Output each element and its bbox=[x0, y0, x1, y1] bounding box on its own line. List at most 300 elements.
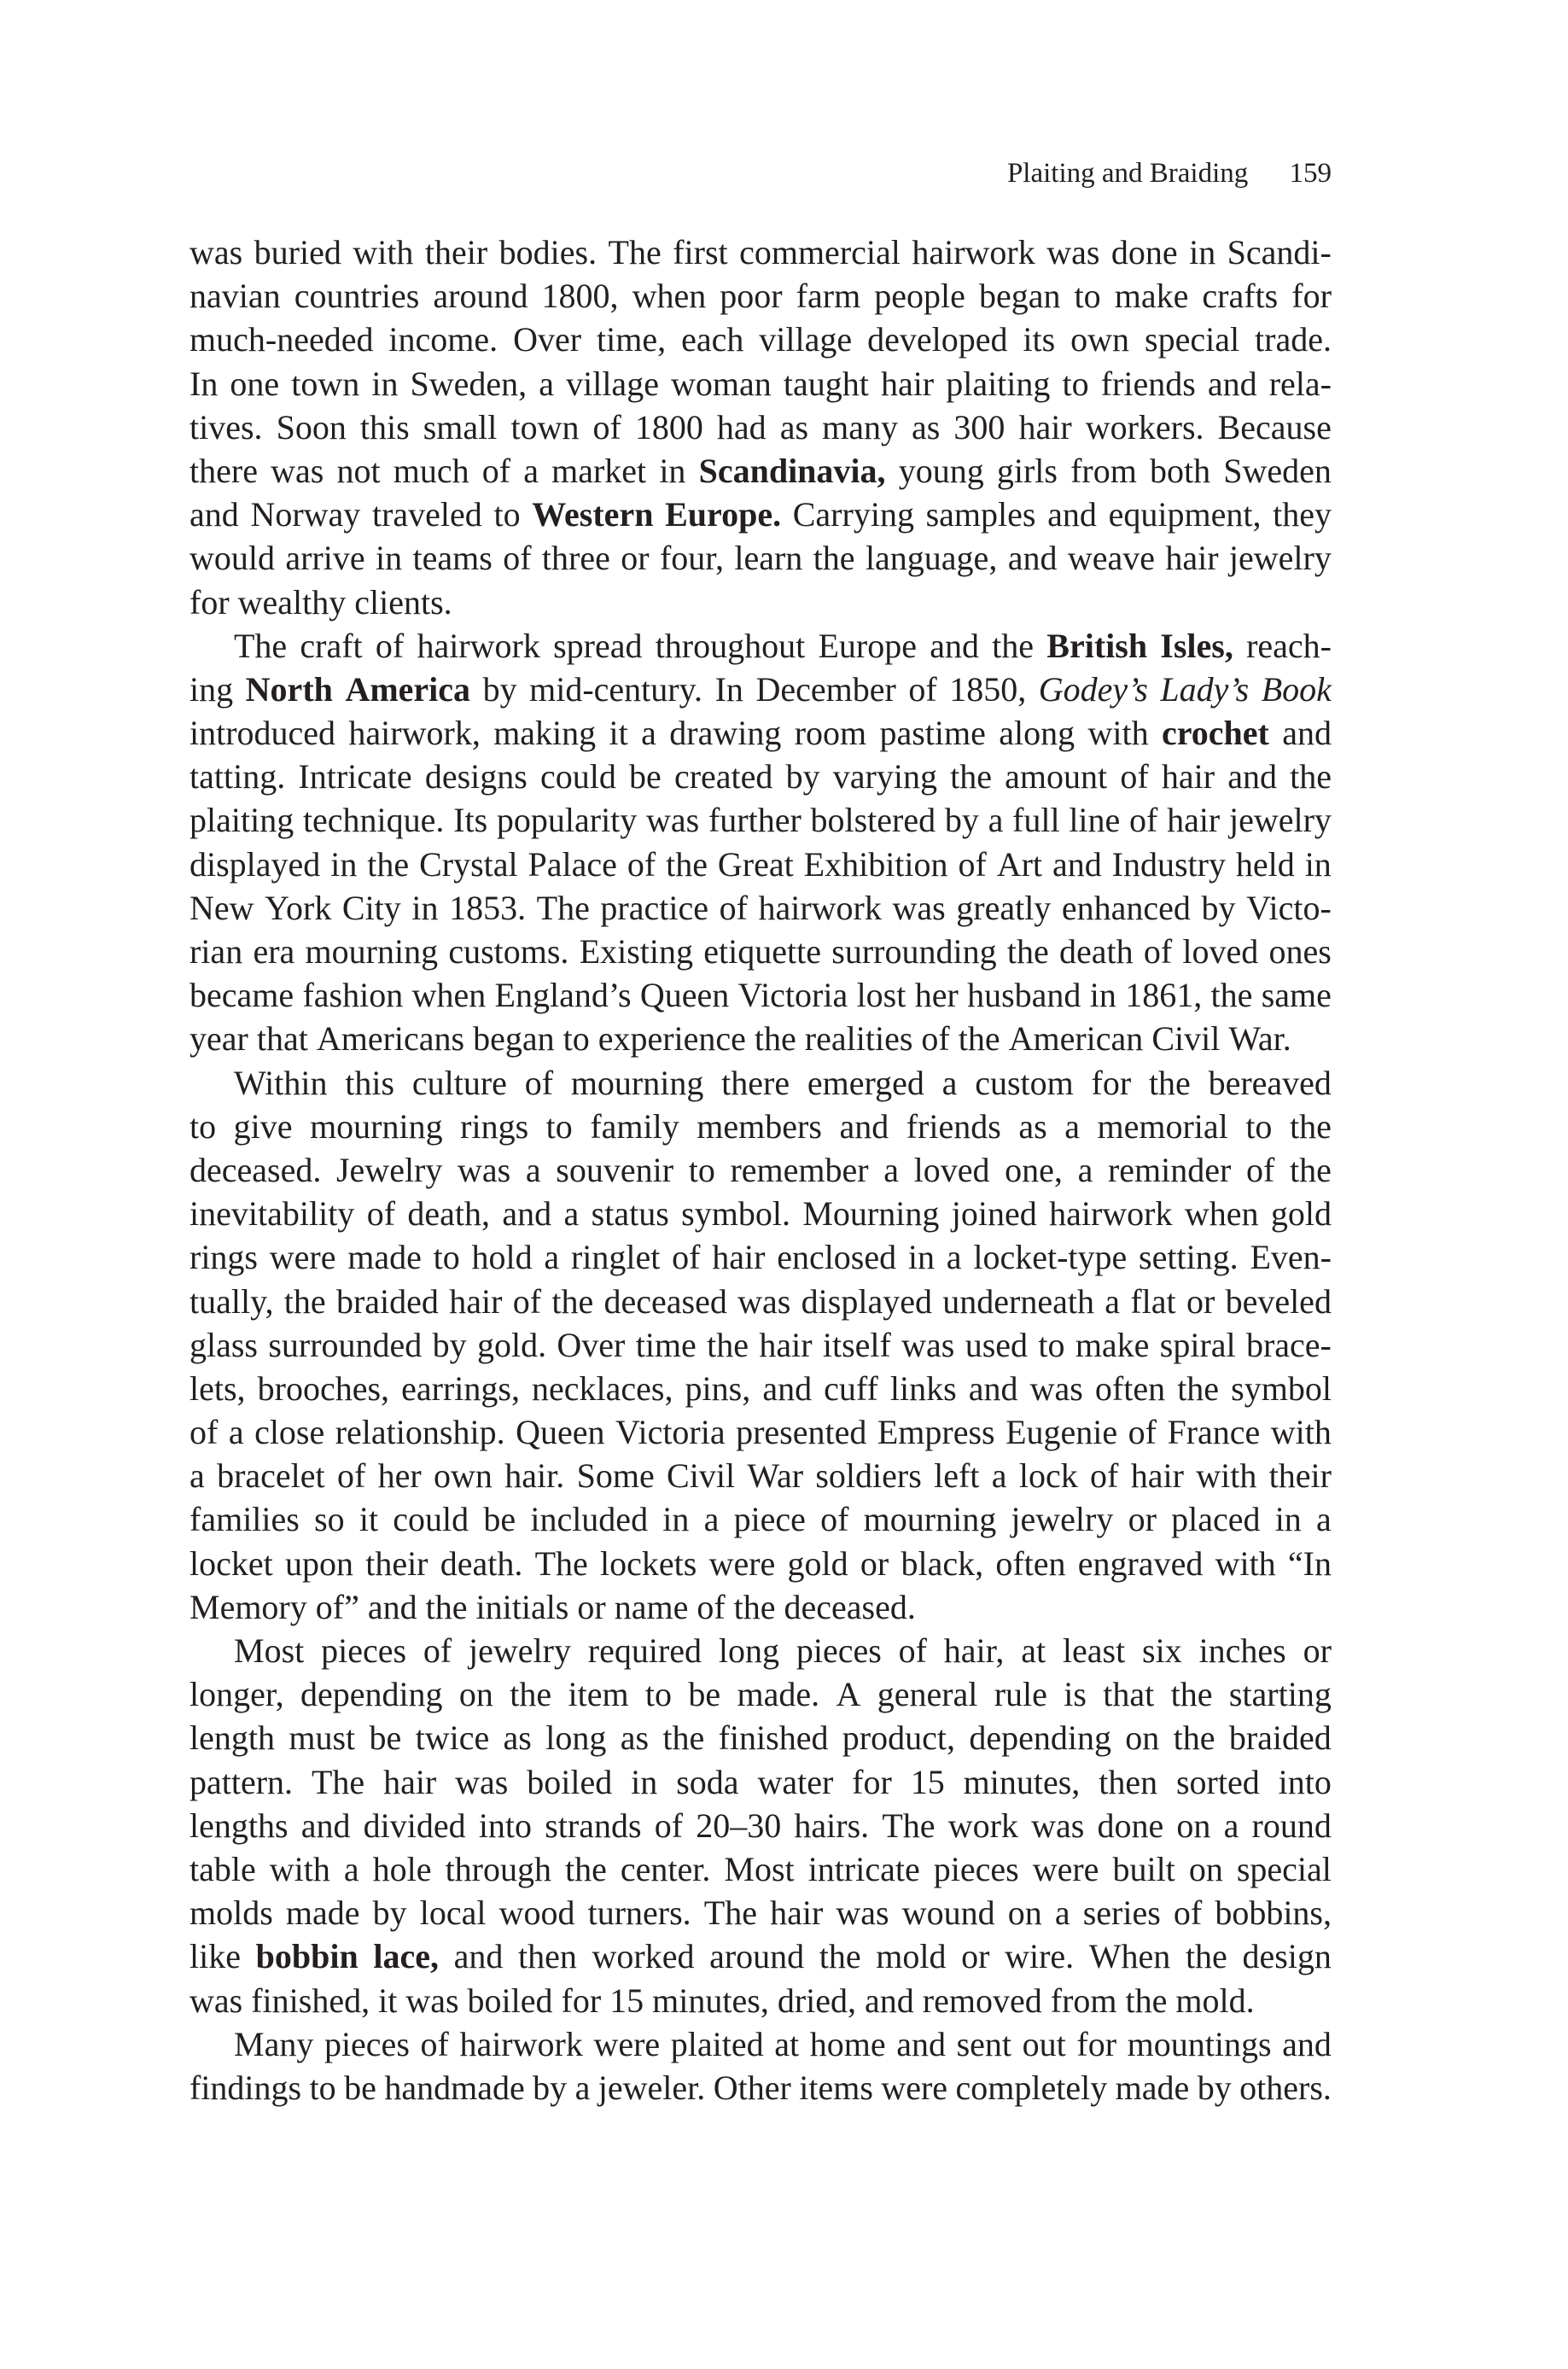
word: ones bbox=[1268, 932, 1332, 971]
word: trade. bbox=[1255, 320, 1332, 359]
word: a bbox=[1105, 1281, 1121, 1321]
word: depending bbox=[969, 1718, 1111, 1758]
word: young bbox=[898, 451, 984, 490]
word: or bbox=[1186, 1281, 1215, 1321]
word: finished, bbox=[251, 1981, 370, 2020]
word: necklaces, bbox=[532, 1368, 673, 1408]
word: pieces bbox=[324, 2024, 410, 2063]
word: and bbox=[189, 495, 239, 534]
word: Scandinavia, bbox=[698, 451, 886, 490]
word: greatly bbox=[956, 888, 1052, 927]
word: dried, bbox=[777, 1981, 857, 2020]
text-line bbox=[189, 1891, 1332, 1934]
word: along bbox=[999, 714, 1075, 753]
word: when bbox=[1184, 1194, 1259, 1234]
word: itself bbox=[822, 1325, 891, 1364]
text-line bbox=[189, 230, 1332, 274]
text-line bbox=[189, 1542, 1332, 1585]
word: year bbox=[189, 1019, 248, 1059]
word: made bbox=[347, 1238, 422, 1277]
word: lockets bbox=[600, 1543, 697, 1583]
word: symbol bbox=[1231, 1368, 1332, 1408]
word: tually, bbox=[189, 1281, 274, 1321]
word: Great bbox=[717, 844, 794, 884]
word: Existing bbox=[579, 932, 694, 971]
word: weave bbox=[1067, 539, 1155, 578]
word: be bbox=[483, 1500, 516, 1539]
word: jewelry bbox=[1011, 1500, 1114, 1539]
word: sorted bbox=[1175, 1762, 1260, 1801]
word: their bbox=[424, 233, 488, 271]
word: and bbox=[896, 2024, 946, 2063]
word: hair bbox=[1161, 757, 1215, 796]
word: enhanced bbox=[1061, 888, 1191, 927]
word: the bbox=[283, 1281, 326, 1321]
word: Scandi- bbox=[1227, 233, 1332, 271]
word: or bbox=[961, 1937, 990, 1976]
word: or bbox=[1128, 1500, 1157, 1539]
word: lengths bbox=[189, 1806, 289, 1845]
text-line bbox=[189, 711, 1332, 755]
word: joined bbox=[951, 1194, 1037, 1234]
word: countries bbox=[294, 277, 420, 316]
word: The bbox=[608, 233, 662, 271]
word: Intricate bbox=[298, 757, 412, 796]
word: hair, bbox=[943, 1631, 1005, 1670]
word: a bbox=[189, 1456, 205, 1496]
word: the bbox=[1290, 757, 1332, 796]
word: in bbox=[1089, 976, 1116, 1015]
word: language, bbox=[865, 539, 998, 578]
word: Most bbox=[234, 1631, 305, 1670]
word: line bbox=[1069, 801, 1121, 840]
word: commercial bbox=[739, 233, 901, 271]
text-line bbox=[189, 449, 1332, 493]
text-line bbox=[189, 1367, 1332, 1410]
word: could bbox=[539, 757, 616, 796]
word: clients. bbox=[354, 582, 452, 621]
word: inches bbox=[1198, 1631, 1286, 1670]
word: surrounded bbox=[268, 1325, 423, 1364]
word: of bbox=[958, 844, 987, 884]
word: the bbox=[707, 1325, 749, 1364]
word: work bbox=[947, 1806, 1018, 1845]
text-line bbox=[189, 1716, 1332, 1759]
word: of bbox=[189, 1413, 219, 1452]
word: developed bbox=[867, 320, 1008, 359]
word: the bbox=[754, 1019, 796, 1059]
text-line bbox=[189, 1148, 1332, 1192]
text-line bbox=[189, 624, 1332, 668]
word: England’s bbox=[494, 976, 632, 1015]
word: Mourning bbox=[802, 1194, 940, 1234]
word: on bbox=[1188, 1849, 1223, 1888]
word: status bbox=[591, 1194, 669, 1234]
word: ringlet bbox=[570, 1238, 661, 1277]
word: jeweler. bbox=[597, 2068, 706, 2107]
word: name bbox=[614, 1587, 689, 1626]
word: center. bbox=[620, 1849, 711, 1888]
word: The bbox=[234, 626, 288, 665]
word: 1853. bbox=[449, 888, 527, 927]
word: with bbox=[1087, 714, 1149, 753]
word: often bbox=[995, 1543, 1066, 1583]
word: with bbox=[353, 233, 414, 271]
word: wire. bbox=[1005, 1937, 1075, 1976]
word: a bbox=[988, 801, 1004, 840]
word: a bbox=[574, 2068, 591, 2107]
word: Isles, bbox=[1160, 626, 1233, 665]
word: included bbox=[530, 1500, 649, 1539]
word: Art bbox=[996, 844, 1043, 884]
word: Its bbox=[453, 801, 488, 840]
word: 1800, bbox=[541, 277, 619, 316]
word: her bbox=[914, 976, 959, 1015]
word: Because bbox=[1217, 407, 1332, 446]
word: done bbox=[1097, 1806, 1164, 1845]
word: rule bbox=[994, 1675, 1047, 1714]
word: the bbox=[662, 1718, 705, 1758]
text-line bbox=[189, 1017, 1332, 1060]
word: hairwork bbox=[417, 626, 540, 665]
word: members bbox=[697, 1106, 822, 1146]
text-line bbox=[189, 536, 1332, 580]
word: family bbox=[590, 1106, 679, 1146]
word: a bbox=[946, 1238, 962, 1277]
word: as bbox=[620, 1718, 650, 1758]
word: was bbox=[189, 233, 243, 271]
word: worked bbox=[592, 1937, 695, 1976]
word: black, bbox=[901, 1543, 984, 1583]
word: that bbox=[1103, 1675, 1155, 1714]
text-line bbox=[189, 1585, 1332, 1629]
word: a bbox=[228, 1413, 244, 1452]
book-page bbox=[189, 0, 1332, 2369]
word: bodies. bbox=[498, 233, 597, 271]
word: both bbox=[1150, 451, 1211, 490]
word: mountings bbox=[1127, 2024, 1272, 2063]
word: deceased. bbox=[784, 1587, 916, 1626]
word: molds bbox=[189, 1893, 273, 1933]
word: Lady’s bbox=[1160, 669, 1250, 709]
text-line bbox=[189, 1192, 1332, 1235]
word: mid-century. bbox=[529, 669, 703, 709]
word: Palace bbox=[528, 844, 617, 884]
word: was bbox=[458, 1150, 511, 1189]
word: 15 bbox=[609, 1981, 644, 2020]
word: a bbox=[883, 1150, 900, 1189]
word: water bbox=[757, 1762, 834, 1801]
word: death bbox=[1058, 932, 1134, 971]
word: of bbox=[1120, 757, 1149, 796]
text-line bbox=[189, 1105, 1332, 1148]
page-number: 159 bbox=[1289, 158, 1332, 189]
word: local bbox=[419, 1893, 487, 1933]
word: began bbox=[978, 277, 1061, 316]
word: Norway bbox=[250, 495, 361, 534]
text-line bbox=[189, 1235, 1332, 1279]
word: were bbox=[881, 2068, 948, 2107]
word: the bbox=[1177, 1368, 1220, 1408]
word: length bbox=[189, 1718, 275, 1758]
word: in bbox=[659, 451, 686, 490]
word: as bbox=[779, 407, 809, 446]
word: of bbox=[512, 1281, 542, 1321]
word: of bbox=[1246, 1150, 1275, 1189]
word: bobbin bbox=[255, 1937, 358, 1976]
word: by bbox=[432, 1325, 467, 1364]
word: village bbox=[759, 320, 853, 359]
word: 20–30 bbox=[696, 1806, 782, 1845]
word: underneath bbox=[942, 1281, 1094, 1321]
word: longer, bbox=[189, 1675, 284, 1714]
word: on bbox=[1007, 1893, 1042, 1933]
word: the bbox=[992, 626, 1035, 665]
word: Europe. bbox=[665, 495, 782, 534]
word: the bbox=[367, 844, 410, 884]
text-line bbox=[189, 886, 1332, 930]
word: and bbox=[1052, 844, 1102, 884]
word: practice bbox=[600, 888, 708, 927]
word: crochet bbox=[1161, 714, 1269, 753]
word: gold bbox=[1270, 1194, 1332, 1234]
word: learn bbox=[734, 539, 803, 578]
word: friends bbox=[906, 1106, 1001, 1146]
word: handmade bbox=[384, 2068, 525, 2107]
word: minutes, bbox=[963, 1762, 1081, 1801]
word: Civil bbox=[667, 1456, 736, 1496]
word: symbol. bbox=[681, 1194, 790, 1234]
word: depending bbox=[300, 1675, 443, 1714]
word: Other bbox=[713, 2068, 791, 2107]
word: deceased. bbox=[189, 1150, 322, 1189]
word: and bbox=[1227, 757, 1277, 796]
word: small bbox=[423, 407, 498, 446]
word: hair bbox=[449, 1281, 503, 1321]
word: a bbox=[641, 714, 656, 753]
word: this bbox=[359, 407, 410, 446]
word: the bbox=[819, 1937, 861, 1976]
word: item bbox=[568, 1675, 629, 1714]
word: built bbox=[1112, 1849, 1175, 1888]
word: town bbox=[510, 407, 580, 446]
word: made bbox=[285, 1893, 360, 1933]
word: in bbox=[1304, 844, 1332, 884]
word: fashion bbox=[302, 976, 404, 1015]
word: like bbox=[189, 1937, 241, 1976]
word: of bbox=[420, 2024, 449, 2063]
word: the bbox=[1006, 932, 1049, 971]
word: and bbox=[300, 1806, 351, 1845]
word: a bbox=[563, 1194, 580, 1234]
word: braided bbox=[335, 1281, 439, 1321]
word: be bbox=[344, 2068, 376, 2107]
word: hole bbox=[372, 1849, 432, 1888]
word: sent bbox=[956, 2024, 1012, 2063]
word: was bbox=[405, 1981, 459, 2020]
word: experience bbox=[597, 1019, 746, 1059]
word: hair bbox=[383, 1762, 437, 1801]
word: taught bbox=[783, 364, 869, 403]
word: further bbox=[708, 801, 801, 840]
word: reach- bbox=[1246, 626, 1332, 665]
word: 1861, bbox=[1125, 976, 1203, 1015]
word: placed bbox=[1171, 1500, 1261, 1539]
word: crafts bbox=[1202, 277, 1279, 316]
word: it bbox=[358, 1500, 379, 1539]
word: a bbox=[539, 364, 555, 403]
word: was bbox=[189, 1981, 243, 2020]
word: it bbox=[609, 714, 628, 753]
word: presented bbox=[736, 1413, 867, 1452]
word: of bbox=[524, 1063, 554, 1102]
word: for bbox=[561, 1981, 602, 2020]
word: of bbox=[1173, 1893, 1203, 1933]
word: and bbox=[1207, 364, 1257, 403]
text-line bbox=[189, 1672, 1332, 1716]
word: In bbox=[189, 364, 219, 403]
word: a bbox=[1064, 1106, 1080, 1146]
word: lost bbox=[856, 976, 906, 1015]
word: the bbox=[813, 539, 855, 578]
word: a bbox=[1077, 1150, 1093, 1189]
word: Civil bbox=[1151, 1019, 1221, 1059]
word: its bbox=[1023, 320, 1056, 359]
word: town bbox=[291, 364, 360, 403]
word: or bbox=[860, 1543, 889, 1583]
word: were bbox=[593, 2024, 661, 2063]
word: Sweden bbox=[1223, 451, 1332, 490]
word: by bbox=[785, 757, 820, 796]
word: the bbox=[1170, 1675, 1213, 1714]
word: of bbox=[697, 1587, 726, 1626]
word: table bbox=[189, 1849, 256, 1888]
word: pieces bbox=[933, 1849, 1019, 1888]
word: or bbox=[577, 1587, 606, 1626]
word: brooches, bbox=[257, 1368, 390, 1408]
word: as bbox=[1018, 1106, 1047, 1146]
word: culture bbox=[411, 1063, 507, 1102]
word: in bbox=[631, 1762, 658, 1801]
word: War bbox=[747, 1456, 804, 1496]
word: each bbox=[681, 320, 744, 359]
word: Sweden, bbox=[410, 364, 528, 403]
word: to bbox=[545, 1106, 573, 1146]
word: in bbox=[662, 1500, 690, 1539]
word: engraved bbox=[1077, 1543, 1204, 1583]
word: plaited bbox=[670, 2024, 764, 2063]
word: rian bbox=[189, 932, 243, 971]
word: etiquette bbox=[703, 932, 821, 971]
word: death, bbox=[407, 1194, 491, 1234]
word: ing bbox=[189, 669, 234, 709]
word: designs bbox=[424, 757, 528, 796]
word: of bbox=[672, 1238, 701, 1277]
word: buried bbox=[254, 233, 341, 271]
word: own bbox=[434, 1456, 493, 1496]
word: had bbox=[716, 407, 767, 446]
word: hair bbox=[1018, 407, 1072, 446]
word: to bbox=[1245, 1106, 1273, 1146]
text-line bbox=[189, 1760, 1332, 1804]
text-line bbox=[189, 274, 1332, 318]
word: were bbox=[708, 1543, 776, 1583]
word: displayed bbox=[189, 844, 321, 884]
word: loved bbox=[913, 1150, 990, 1189]
word: of bbox=[654, 1806, 684, 1845]
word: by bbox=[1197, 2068, 1232, 2107]
word: own bbox=[1070, 320, 1130, 359]
word: of bbox=[592, 407, 621, 446]
word: by bbox=[482, 669, 517, 709]
word: and bbox=[1047, 495, 1097, 534]
word: hair bbox=[1165, 539, 1219, 578]
word: Europe bbox=[818, 626, 917, 665]
word: Most bbox=[724, 1849, 795, 1888]
word: the bbox=[1185, 1937, 1227, 1976]
word: by bbox=[372, 1893, 407, 1933]
text-line bbox=[189, 668, 1332, 711]
word: wound bbox=[901, 1893, 995, 1933]
word: then bbox=[1099, 1762, 1158, 1801]
word: memorial bbox=[1097, 1106, 1228, 1146]
word: making bbox=[493, 714, 597, 753]
word: that bbox=[256, 1019, 308, 1059]
word: farm bbox=[796, 277, 861, 316]
word: British bbox=[1046, 626, 1148, 665]
word: was bbox=[737, 1281, 791, 1321]
word: jewelry bbox=[1228, 539, 1332, 578]
word: loved bbox=[1182, 932, 1259, 971]
word: hold bbox=[471, 1238, 533, 1277]
text-line bbox=[189, 843, 1332, 886]
word: for bbox=[1291, 277, 1332, 316]
word: much-needed bbox=[189, 320, 374, 359]
word: plaiting bbox=[946, 364, 1051, 403]
word: In bbox=[714, 669, 743, 709]
word: drawing bbox=[669, 714, 782, 753]
running-head bbox=[1007, 156, 1332, 190]
word: or bbox=[621, 539, 650, 578]
word: brace- bbox=[1245, 1325, 1332, 1364]
word: mourning bbox=[310, 1106, 443, 1146]
word: intricate bbox=[807, 1849, 920, 1888]
word: rings bbox=[460, 1106, 529, 1146]
word: a bbox=[1316, 1500, 1332, 1539]
word: glass bbox=[189, 1325, 258, 1364]
word: was bbox=[892, 888, 946, 927]
word: girls bbox=[996, 451, 1058, 490]
word: workers. bbox=[1085, 407, 1204, 446]
word: hair bbox=[1167, 801, 1221, 840]
word: Many bbox=[234, 2024, 314, 2063]
text-line bbox=[189, 1280, 1332, 1323]
word: souvenir bbox=[556, 1150, 674, 1189]
word: Victoria bbox=[737, 976, 848, 1015]
word: required bbox=[587, 1631, 702, 1670]
word: was bbox=[646, 801, 700, 840]
word: North bbox=[245, 669, 333, 709]
word: least bbox=[1062, 1631, 1126, 1670]
word: to bbox=[1038, 1325, 1065, 1364]
word: 15 bbox=[910, 1762, 945, 1801]
word: spread bbox=[553, 626, 643, 665]
word: the bbox=[1210, 976, 1253, 1015]
word: boiled bbox=[467, 1981, 553, 2020]
text-line bbox=[189, 1454, 1332, 1497]
word: and bbox=[930, 626, 979, 665]
word: Soon bbox=[276, 407, 347, 446]
